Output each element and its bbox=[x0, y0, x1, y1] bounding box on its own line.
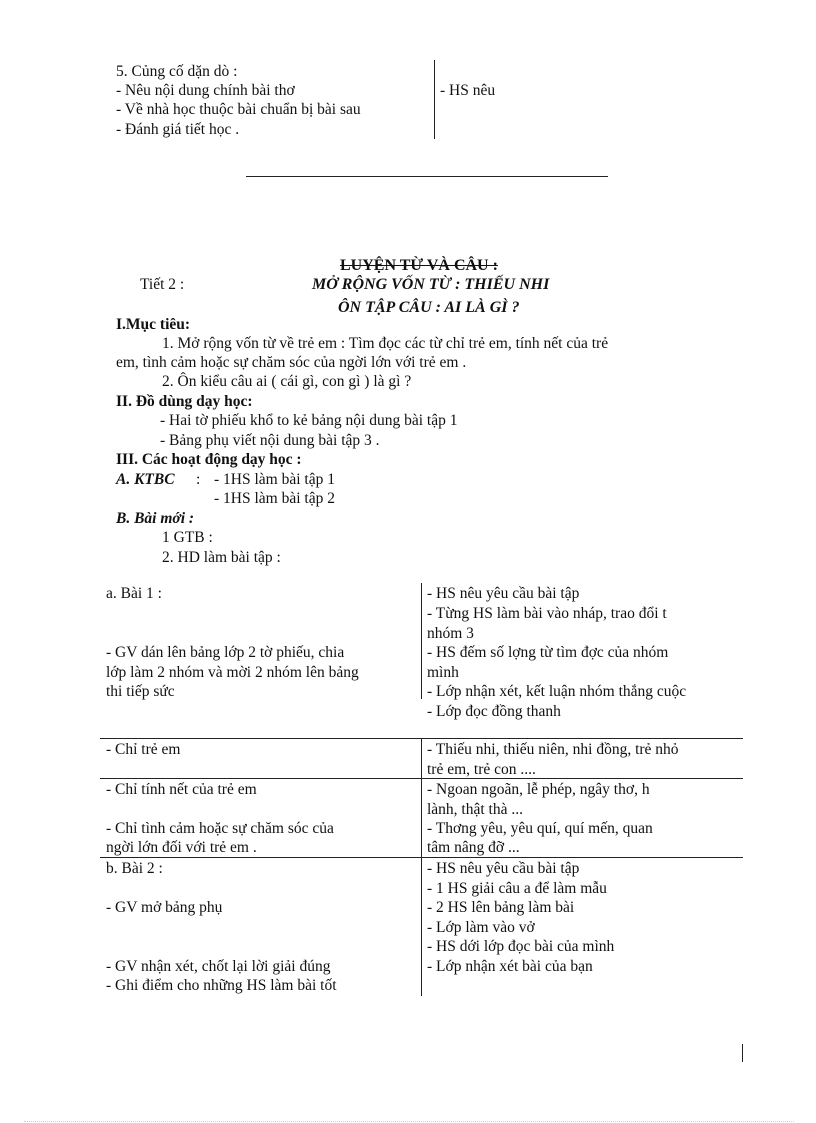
objectives-heading: I.Mục tiêu: bbox=[116, 316, 191, 333]
subject-title: LUYỆN TỪ VÀ CÂU : bbox=[340, 257, 498, 274]
closing-item-1: - Nêu nội dung chính bài thơ bbox=[116, 82, 295, 99]
table1-right-1: - HS nêu yêu cầu bài tập bbox=[427, 585, 580, 602]
table2-r3-left-2: - GV mở bảng phụ bbox=[106, 899, 223, 916]
closing-item-2: - Về nhà học thuộc bài chuẩn bị bài sau bbox=[116, 101, 361, 118]
objective-line-3: 2. Ôn kiểu câu ai ( cái gì, con gì ) là gì ? bbox=[162, 373, 412, 390]
page-bottom-edge bbox=[24, 1121, 794, 1122]
objective-line-1: 1. Mở rộng vốn từ về trẻ em : Tìm đọc các từ chỉ trẻ em, tính nết của trẻ bbox=[162, 335, 609, 352]
table2-divider bbox=[421, 739, 422, 996]
materials-item-2: - Bảng phụ viết nội dung bài tập 3 . bbox=[160, 432, 380, 449]
ktbc-item-1: - 1HS làm bài tập 1 bbox=[214, 471, 335, 488]
section-separator bbox=[246, 176, 608, 177]
closing-item-3: - Đánh giá tiết học . bbox=[116, 121, 240, 138]
margin-mark bbox=[742, 1044, 743, 1062]
table1-divider bbox=[421, 583, 422, 699]
lesson-title-2: ÔN TẬP CÂU : AI LÀ GÌ ? bbox=[338, 299, 520, 316]
table1-left-2: - GV dán lên bảng lớp 2 tờ phiếu, chia bbox=[106, 644, 345, 661]
table1-right-5: mình bbox=[427, 664, 459, 681]
table2-r3-right-2: - 1 HS giải câu a để làm mẫu bbox=[427, 880, 607, 897]
table1-right-6: - Lớp nhận xét, kết luận nhóm thắng cuộc bbox=[427, 683, 687, 700]
table2-r3-left-1: b. Bài 2 : bbox=[106, 860, 163, 877]
materials-heading: II. Đồ dùng dạy học: bbox=[116, 393, 253, 410]
period-label: Tiết 2 : bbox=[140, 276, 185, 293]
table1-left-4: thi tiếp sức bbox=[106, 683, 175, 700]
ktbc-label: A. KTBC bbox=[116, 471, 175, 488]
lesson-title-1: MỞ RỘNG VỐN TỪ : THIẾU NHI bbox=[312, 276, 550, 293]
table2-r1-right-1: - Thiếu nhi, thiếu niên, nhi đồng, trẻ nhỏ bbox=[427, 741, 679, 758]
table2-r1-left: - Chỉ trẻ em bbox=[106, 741, 181, 758]
table2-r2-right-4: tâm nâng đỡ ... bbox=[427, 839, 520, 856]
new-lesson-label: B. Bài mới : bbox=[116, 510, 195, 527]
table2-r2-left-1: - Chỉ tính nết của trẻ em bbox=[106, 781, 257, 798]
table2-r2-left-2: - Chỉ tình cảm hoặc sự chăm sóc của bbox=[106, 820, 334, 837]
materials-item-1: - Hai tờ phiếu khổ to kẻ bảng nội dung bài tập 1 bbox=[160, 412, 458, 429]
activities-heading: III. Các hoạt động dạy học : bbox=[116, 451, 302, 468]
table1-right-4: - HS đếm số lợng từ tìm đợc của nhóm bbox=[427, 644, 669, 661]
table2-r2-left-3: ngời lớn đối với trẻ em . bbox=[106, 839, 257, 856]
table2-r2-right-1: - Ngoan ngoãn, lễ phép, ngây thơ, h bbox=[427, 781, 650, 798]
table2-r2-right-2: lành, thật thà ... bbox=[427, 801, 523, 818]
closing-heading: 5. Củng cố dặn dò : bbox=[116, 63, 238, 80]
table1-left-1: a. Bài 1 : bbox=[106, 585, 162, 602]
table2-r2-right-3: - Thơng yêu, yêu quí, quí mến, quan bbox=[427, 820, 653, 837]
table2-r3-left-4: - Ghi điểm cho những HS làm bài tốt bbox=[106, 977, 337, 994]
new-lesson-item-2: 2. HD làm bài tập : bbox=[162, 549, 281, 566]
table2-r3-right-3: - 2 HS lên bảng làm bài bbox=[427, 899, 575, 916]
table2-r3-right-4: - Lớp làm vào vở bbox=[427, 919, 535, 936]
new-lesson-item-1: 1 GTB : bbox=[162, 529, 213, 546]
table2-r3-right-1: - HS nêu yêu cầu bài tập bbox=[427, 860, 580, 877]
closing-response: - HS nêu bbox=[440, 82, 496, 99]
ktbc-item-2: - 1HS làm bài tập 2 bbox=[214, 490, 335, 507]
objective-line-2: em, tình cảm hoặc sự chăm sóc của ngời lớn với trẻ em . bbox=[116, 354, 467, 371]
table2-r3-right-5: - HS dới lớp đọc bài của mình bbox=[427, 938, 615, 955]
table2-r3-left-3: - GV nhận xét, chốt lại lời giải đúng bbox=[106, 958, 331, 975]
table2-r1-right-2: trẻ em, trẻ con .... bbox=[427, 761, 536, 778]
table1-right-2: - Từng HS làm bài vào nháp, trao đổi t bbox=[427, 605, 667, 622]
table1-right-7: - Lớp đọc đồng thanh bbox=[427, 703, 561, 720]
table2-r3-right-6: - Lớp nhận xét bài của bạn bbox=[427, 958, 593, 975]
ktbc-separator: : bbox=[196, 471, 201, 488]
table1-right-3: nhóm 3 bbox=[427, 625, 474, 642]
column-divider bbox=[434, 60, 435, 139]
table1-left-3: lớp làm 2 nhóm và mời 2 nhóm lên bảng bbox=[106, 664, 359, 681]
